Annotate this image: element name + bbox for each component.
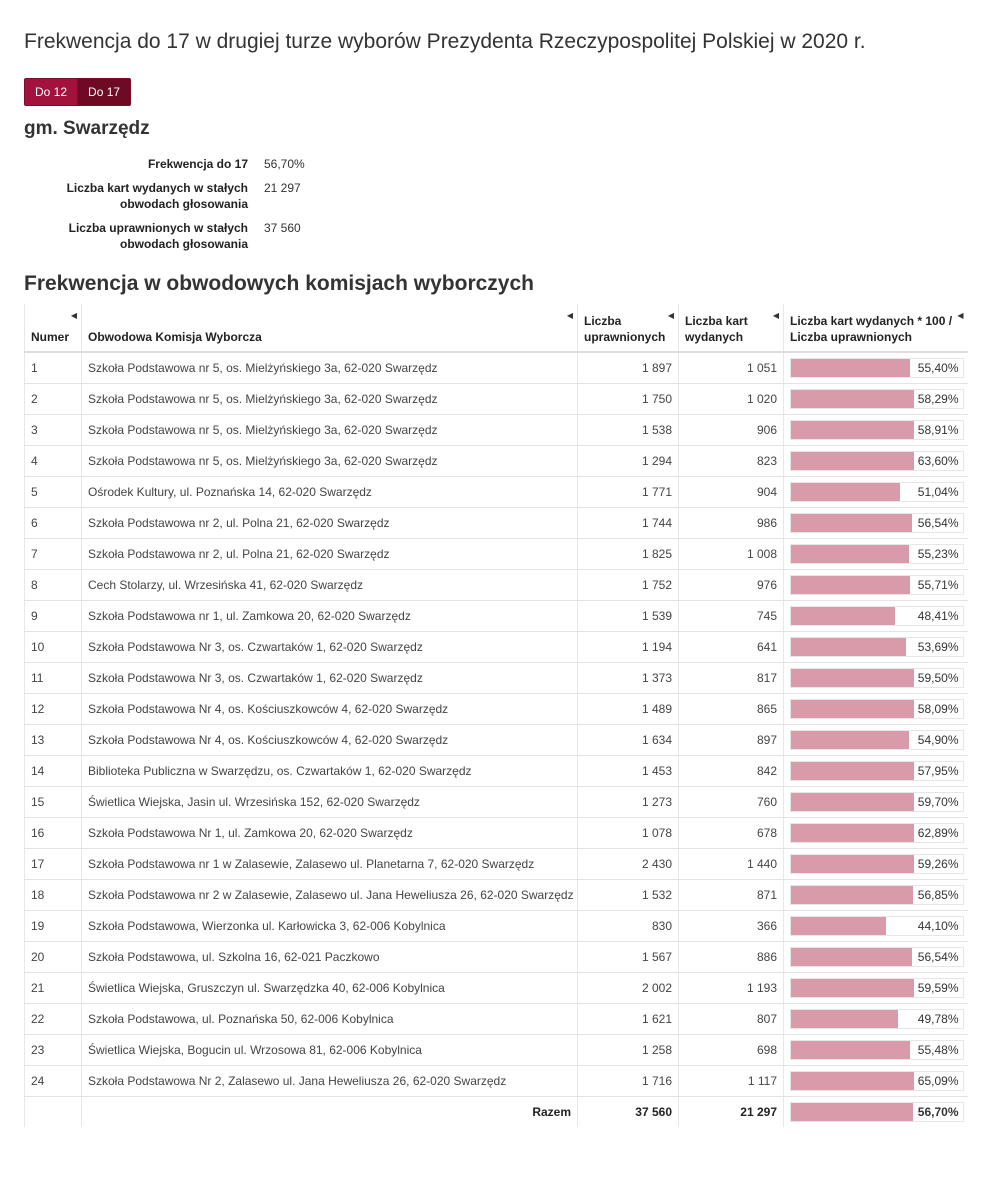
- cell-issued: 865: [679, 694, 784, 725]
- turnout-bar-fill: [791, 917, 886, 935]
- turnout-bar-fill: [791, 948, 912, 966]
- turnout-bar-fill: [791, 700, 916, 718]
- turnout-bar-fill: [791, 421, 917, 439]
- turnout-bar-label: 55,48%: [914, 1041, 963, 1059]
- turnout-bar-fill: [791, 1072, 931, 1090]
- turnout-bar-fill: [791, 514, 912, 532]
- table-row: [25, 1035, 968, 1066]
- cell-percentage: [784, 1097, 968, 1128]
- cell-eligible: 1 373: [578, 663, 679, 694]
- cell-issued: 906: [679, 415, 784, 446]
- turnout-bar: [790, 420, 964, 440]
- cell-issued: 678: [679, 818, 784, 849]
- table-row: [25, 725, 968, 756]
- turnout-bar: [790, 482, 964, 502]
- cell-percentage: [784, 663, 968, 694]
- turnout-bar-label: 56,70%: [914, 1103, 963, 1121]
- cell-number: 12: [25, 694, 82, 725]
- cell-percentage: [784, 352, 968, 384]
- total-label: Razem: [82, 1097, 578, 1128]
- sort-caret-icon: ◀: [667, 311, 674, 320]
- cell-percentage: [784, 601, 968, 632]
- cell-percentage: [784, 818, 968, 849]
- cell-commission: Ośrodek Kultury, ul. Poznańska 14, 62-020 Swarzędz: [82, 477, 578, 508]
- turnout-bar-label: 55,40%: [914, 359, 963, 377]
- table-header-row: [25, 304, 968, 352]
- cell-commission: Biblioteka Publiczna w Swarzędzu, os. Czwartaków 1, 62-020 Swarzędz: [82, 756, 578, 787]
- cell-issued: 745: [679, 601, 784, 632]
- summary-row-turnout: [24, 156, 344, 172]
- cell-eligible: 2 430: [578, 849, 679, 880]
- cell-eligible: 1 539: [578, 601, 679, 632]
- cell-commission: Szkoła Podstawowa nr 5, os. Mielżyńskiego 3a, 62-020 Swarzędz: [82, 384, 578, 415]
- cell-issued: 1 008: [679, 539, 784, 570]
- summary-label: Liczba uprawnionych w stałych obwodach głosowania: [68, 221, 248, 251]
- turnout-bar-label: 51,04%: [914, 483, 963, 501]
- summary-row-cards-issued: [24, 180, 344, 212]
- cell-commission: Szkoła Podstawowa Nr 1, ul. Zamkowa 20, 62-020 Swarzędz: [82, 818, 578, 849]
- turnout-bar-label: 56,85%: [914, 886, 963, 904]
- turnout-bar: [790, 606, 964, 626]
- turnout-bar-label: 56,54%: [914, 948, 963, 966]
- cell-number: [25, 1097, 82, 1128]
- cell-eligible: 1 538: [578, 415, 679, 446]
- cell-commission: Szkoła Podstawowa nr 1, ul. Zamkowa 20, 62-020 Swarzędz: [82, 601, 578, 632]
- cell-commission: Szkoła Podstawowa, Wierzonka ul. Karłowicka 3, 62-006 Kobylnica: [82, 911, 578, 942]
- turnout-bar-fill: [791, 762, 915, 780]
- section-title: Frekwencja w obwodowych komisjach wyborczych: [24, 272, 534, 295]
- cell-number: 14: [25, 756, 82, 787]
- turnout-bar-label: 62,89%: [914, 824, 963, 842]
- turnout-bar: [790, 885, 964, 905]
- cell-commission: Świetlica Wiejska, Gruszczyn ul. Swarzędzka 40, 62-006 Kobylnica: [82, 973, 578, 1004]
- table-row: [25, 352, 968, 384]
- table-row: [25, 632, 968, 663]
- turnout-bar: [790, 792, 964, 812]
- cell-number: 4: [25, 446, 82, 477]
- cell-eligible: 1 567: [578, 942, 679, 973]
- header-eligible[interactable]: Liczba uprawnionych ◀: [578, 304, 679, 352]
- turnout-bar-label: 55,71%: [914, 576, 963, 594]
- cell-issued: 886: [679, 942, 784, 973]
- header-percentage[interactable]: Liczba kart wydanych * 100 / Liczba uprawnionych ◀: [784, 304, 968, 352]
- cell-percentage: [784, 539, 968, 570]
- turnout-bar: [790, 575, 964, 595]
- cell-commission: Szkoła Podstawowa, ul. Szkolna 16, 62-021 Paczkowo: [82, 942, 578, 973]
- cell-percentage: [784, 787, 968, 818]
- table-row: [25, 849, 968, 880]
- cell-issued: 1 117: [679, 1066, 784, 1097]
- cell-number: 1: [25, 352, 82, 384]
- turnout-bar: [790, 916, 964, 936]
- table-row: [25, 601, 968, 632]
- cell-percentage: [784, 477, 968, 508]
- turnout-bar-label: 56,54%: [914, 514, 963, 532]
- summary-label: Frekwencja do 17: [147, 157, 248, 171]
- cell-commission: Szkoła Podstawowa Nr 4, os. Kościuszkowców 4, 62-020 Swarzędz: [82, 694, 578, 725]
- turnout-bar-label: 65,09%: [914, 1072, 963, 1090]
- cell-issued: 976: [679, 570, 784, 601]
- summary-value: 21 297: [264, 181, 301, 195]
- cell-commission: Szkoła Podstawowa Nr 3, os. Czwartaków 1, 62-020 Swarzędz: [82, 663, 578, 694]
- summary-block: [24, 156, 344, 260]
- turnout-bar-fill: [791, 824, 926, 842]
- cell-commission: Szkoła Podstawowa nr 5, os. Mielżyńskiego 3a, 62-020 Swarzędz: [82, 415, 578, 446]
- header-commission[interactable]: Obwodowa Komisja Wyborcza ◀: [82, 304, 578, 352]
- turnout-bar-label: 44,10%: [914, 917, 963, 935]
- cell-number: 2: [25, 384, 82, 415]
- turnout-bar-label: 59,50%: [914, 669, 963, 687]
- turnout-bar: [790, 823, 964, 843]
- cell-eligible: 1 634: [578, 725, 679, 756]
- cell-percentage: [784, 973, 968, 1004]
- cell-number: 13: [25, 725, 82, 756]
- turnout-bar-fill: [791, 452, 927, 470]
- cell-eligible: 1 078: [578, 818, 679, 849]
- turnout-bar-fill: [791, 886, 913, 904]
- turnout-bar-fill: [791, 390, 916, 408]
- turnout-bar-label: 48,41%: [914, 607, 963, 625]
- cell-number: 15: [25, 787, 82, 818]
- turnout-bar-label: 58,91%: [914, 421, 963, 439]
- cell-number: 18: [25, 880, 82, 911]
- turnout-bar: [790, 978, 964, 998]
- turnout-bar-fill: [791, 1010, 898, 1028]
- cell-percentage: [784, 446, 968, 477]
- turnout-bar-fill: [791, 607, 895, 625]
- total-issued: 21 297: [679, 1097, 784, 1128]
- turnout-bar: [790, 451, 964, 471]
- turnout-bar-fill: [791, 638, 906, 656]
- table-total-row: [25, 1097, 968, 1128]
- cell-number: 7: [25, 539, 82, 570]
- cell-number: 22: [25, 1004, 82, 1035]
- turnout-bar: [790, 1040, 964, 1060]
- turnout-bar: [790, 1071, 964, 1091]
- sort-caret-icon: ◀: [957, 311, 964, 320]
- cell-issued: 1 193: [679, 973, 784, 1004]
- cell-eligible: 1 825: [578, 539, 679, 570]
- table-row: [25, 1004, 968, 1035]
- cell-commission: Szkoła Podstawowa Nr 4, os. Kościuszkowców 4, 62-020 Swarzędz: [82, 725, 578, 756]
- sort-caret-icon: ◀: [70, 311, 77, 320]
- turnout-bar-label: 55,23%: [914, 545, 963, 563]
- turnout-bar-fill: [791, 731, 909, 749]
- cell-commission: Szkoła Podstawowa, ul. Poznańska 50, 62-006 Kobylnica: [82, 1004, 578, 1035]
- turnout-bar-label: 54,90%: [914, 731, 963, 749]
- table-row: [25, 694, 968, 725]
- cell-percentage: [784, 1004, 968, 1035]
- table-row: [25, 477, 968, 508]
- cell-percentage: [784, 632, 968, 663]
- table-row: [25, 415, 968, 446]
- cell-commission: Szkoła Podstawowa nr 2, ul. Polna 21, 62-020 Swarzędz: [82, 539, 578, 570]
- cell-number: 20: [25, 942, 82, 973]
- table-row: [25, 1066, 968, 1097]
- region-name: gm. Swarzędz: [24, 118, 150, 139]
- table-row: [25, 880, 968, 911]
- cell-issued: 641: [679, 632, 784, 663]
- turnout-bar-label: 57,95%: [914, 762, 963, 780]
- cell-issued: 986: [679, 508, 784, 539]
- cell-number: 16: [25, 818, 82, 849]
- cell-eligible: 1 771: [578, 477, 679, 508]
- summary-value: 56,70%: [264, 157, 305, 171]
- cell-percentage: [784, 384, 968, 415]
- cell-commission: Szkoła Podstawowa Nr 2, Zalasewo ul. Jana Heweliusza 26, 62-020 Swarzędz: [82, 1066, 578, 1097]
- turnout-bar-fill: [791, 793, 919, 811]
- turnout-bar-fill: [791, 1041, 910, 1059]
- cell-issued: 807: [679, 1004, 784, 1035]
- turnout-bar-fill: [791, 1103, 913, 1121]
- cell-eligible: 1 258: [578, 1035, 679, 1066]
- turnout-bar-label: 53,69%: [914, 638, 963, 656]
- cell-percentage: [784, 725, 968, 756]
- cell-issued: 1 440: [679, 849, 784, 880]
- turnout-bar: [790, 761, 964, 781]
- turnout-bar: [790, 730, 964, 750]
- cell-issued: 842: [679, 756, 784, 787]
- cell-percentage: [784, 415, 968, 446]
- cell-eligible: 1 716: [578, 1066, 679, 1097]
- sort-caret-icon: ◀: [566, 311, 573, 320]
- cell-number: 19: [25, 911, 82, 942]
- cell-issued: 817: [679, 663, 784, 694]
- turnout-bar: [790, 1009, 964, 1029]
- cell-eligible: 1 752: [578, 570, 679, 601]
- time-tabs: [24, 78, 131, 106]
- table-row: [25, 942, 968, 973]
- turnout-bar-label: 58,09%: [914, 700, 963, 718]
- table-row: [25, 756, 968, 787]
- cell-eligible: 1 273: [578, 787, 679, 818]
- turnout-bar-label: 59,59%: [914, 979, 963, 997]
- cell-number: 11: [25, 663, 82, 694]
- turnout-bar-label: 63,60%: [914, 452, 963, 470]
- cell-commission: Świetlica Wiejska, Jasin ul. Wrzesińska 152, 62-020 Swarzędz: [82, 787, 578, 818]
- turnout-bar-label: 59,26%: [914, 855, 963, 873]
- cell-commission: Szkoła Podstawowa nr 2 w Zalasewie, Zalasewo ul. Jana Heweliusza 26, 62-020 Swarzędz: [82, 880, 578, 911]
- cell-commission: Szkoła Podstawowa nr 2, ul. Polna 21, 62-020 Swarzędz: [82, 508, 578, 539]
- summary-value: 37 560: [264, 221, 301, 235]
- turnout-bar: [790, 947, 964, 967]
- cell-eligible: 1 532: [578, 880, 679, 911]
- turnout-bar: [790, 668, 964, 688]
- cell-number: 10: [25, 632, 82, 663]
- cell-percentage: [784, 1035, 968, 1066]
- turnout-bar: [790, 389, 964, 409]
- cell-issued: 823: [679, 446, 784, 477]
- turnout-bar: [790, 637, 964, 657]
- cell-number: 8: [25, 570, 82, 601]
- table-body: [25, 352, 968, 1127]
- turnout-bar: [790, 1102, 964, 1122]
- turnout-bar: [790, 699, 964, 719]
- cell-percentage: [784, 1066, 968, 1097]
- cell-eligible: 1 489: [578, 694, 679, 725]
- page-title: Frekwencja do 17 w drugiej turze wyborów Prezydenta Rzeczypospolitej Polskiej w 2020 r.: [24, 30, 866, 53]
- cell-commission: Szkoła Podstawowa nr 5, os. Mielżyńskiego 3a, 62-020 Swarzędz: [82, 352, 578, 384]
- tab-do-17[interactable]: Do 17: [78, 78, 131, 106]
- cell-eligible: 830: [578, 911, 679, 942]
- cell-percentage: [784, 849, 968, 880]
- cell-issued: 871: [679, 880, 784, 911]
- table-row: [25, 911, 968, 942]
- table-row: [25, 973, 968, 1004]
- turnout-bar-label: 58,29%: [914, 390, 963, 408]
- cell-commission: Szkoła Podstawowa Nr 3, os. Czwartaków 1, 62-020 Swarzędz: [82, 632, 578, 663]
- cell-eligible: 1 194: [578, 632, 679, 663]
- turnout-bar-label: 49,78%: [914, 1010, 963, 1028]
- table-row: [25, 818, 968, 849]
- cell-issued: 1 051: [679, 352, 784, 384]
- cell-number: 24: [25, 1066, 82, 1097]
- total-eligible: 37 560: [578, 1097, 679, 1128]
- table-row: [25, 570, 968, 601]
- table-row: [25, 508, 968, 539]
- turnout-bar-fill: [791, 855, 918, 873]
- cell-commission: Szkoła Podstawowa nr 1 w Zalasewie, Zalasewo ul. Planetarna 7, 62-020 Swarzędz: [82, 849, 578, 880]
- tab-do-12[interactable]: Do 12: [24, 78, 78, 106]
- turnout-bar-fill: [791, 483, 900, 501]
- cell-commission: Szkoła Podstawowa nr 5, os. Mielżyńskiego 3a, 62-020 Swarzędz: [82, 446, 578, 477]
- table-row: [25, 663, 968, 694]
- cell-issued: 1 020: [679, 384, 784, 415]
- cell-number: 21: [25, 973, 82, 1004]
- cell-percentage: [784, 942, 968, 973]
- cell-eligible: 1 744: [578, 508, 679, 539]
- cell-number: 17: [25, 849, 82, 880]
- turnout-bar: [790, 544, 964, 564]
- summary-row-eligible: [24, 220, 344, 252]
- header-issued[interactable]: Liczba kart wydanych ◀: [679, 304, 784, 352]
- cell-issued: 760: [679, 787, 784, 818]
- turnout-bar: [790, 854, 964, 874]
- turnout-bar-fill: [791, 545, 909, 563]
- turnout-bar-fill: [791, 359, 910, 377]
- cell-number: 3: [25, 415, 82, 446]
- turnout-table: [24, 304, 968, 1127]
- cell-issued: 897: [679, 725, 784, 756]
- cell-eligible: 1 621: [578, 1004, 679, 1035]
- cell-commission: Świetlica Wiejska, Bogucin ul. Wrzosowa 81, 62-006 Kobylnica: [82, 1035, 578, 1066]
- header-number[interactable]: Numer ◀: [25, 304, 82, 352]
- cell-number: 5: [25, 477, 82, 508]
- cell-percentage: [784, 508, 968, 539]
- cell-percentage: [784, 694, 968, 725]
- cell-number: 9: [25, 601, 82, 632]
- cell-issued: 904: [679, 477, 784, 508]
- cell-number: 23: [25, 1035, 82, 1066]
- table-row: [25, 384, 968, 415]
- cell-percentage: [784, 756, 968, 787]
- turnout-bar-fill: [791, 669, 919, 687]
- turnout-bar-fill: [791, 576, 910, 594]
- turnout-bar-fill: [791, 979, 919, 997]
- cell-issued: 698: [679, 1035, 784, 1066]
- cell-percentage: [784, 880, 968, 911]
- cell-eligible: 1 897: [578, 352, 679, 384]
- cell-commission: Cech Stolarzy, ul. Wrzesińska 41, 62-020 Swarzędz: [82, 570, 578, 601]
- turnout-bar-label: 59,70%: [914, 793, 963, 811]
- cell-eligible: 2 002: [578, 973, 679, 1004]
- cell-eligible: 1 294: [578, 446, 679, 477]
- turnout-bar: [790, 358, 964, 378]
- cell-issued: 366: [679, 911, 784, 942]
- turnout-bar: [790, 513, 964, 533]
- cell-eligible: 1 453: [578, 756, 679, 787]
- cell-percentage: [784, 570, 968, 601]
- sort-caret-icon: ◀: [772, 311, 779, 320]
- table-row: [25, 539, 968, 570]
- table-row: [25, 787, 968, 818]
- cell-number: 6: [25, 508, 82, 539]
- table-row: [25, 446, 968, 477]
- cell-percentage: [784, 911, 968, 942]
- cell-eligible: 1 750: [578, 384, 679, 415]
- summary-label: Liczba kart wydanych w stałych obwodach głosowania: [66, 181, 248, 211]
